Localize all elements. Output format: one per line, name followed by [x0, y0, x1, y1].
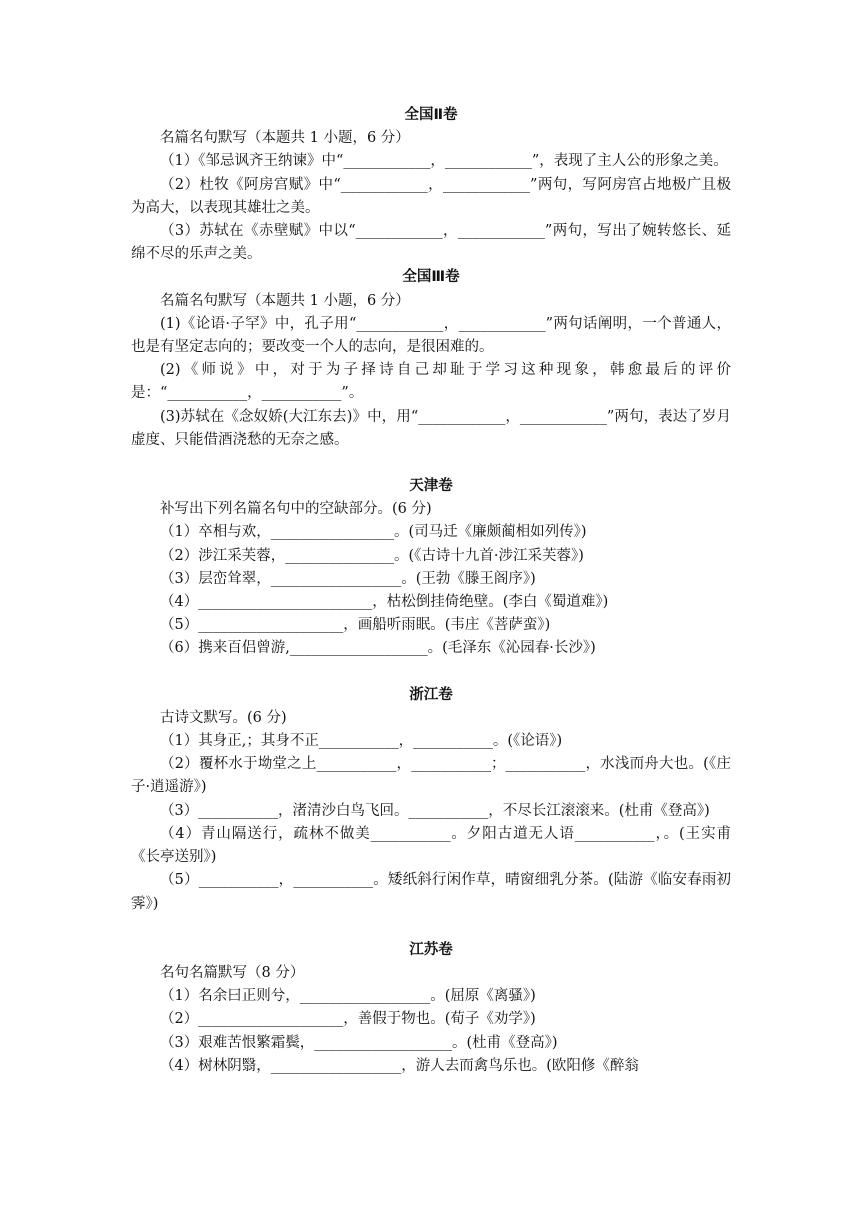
question-item: （2）覆杯水于坳堂之上___________，___________；___________，水浅而舟大也。(《庄子·逍遥游》) — [131, 756, 731, 796]
section-title: 江苏卷 — [409, 941, 453, 958]
question-item: （1）《邹忌讽齐王纳谏》中“____________，____________”，表现了主人公的形象之美。 — [160, 153, 728, 170]
section-heading: 名篇名句默写（本题共 1 小题，6 分） — [160, 130, 410, 147]
question-item: (2)《师说》中，对于为子择诗自己却耻于学习这种现象，韩愈最后的评价是：“___________，___________”。 — [131, 362, 731, 402]
question-item: （6）携来百侣曾游,___________________。(毛泽东《沁园春·长沙》) — [160, 640, 596, 657]
question-item: （4）树林阴翳，__________________，游人去而禽鸟乐也。(欧阳修《醉翁 — [160, 1057, 639, 1074]
section-heading: 古诗文默写。(6 分) — [160, 709, 287, 726]
section-national-3 — [131, 266, 731, 452]
section-heading: 名句名篇默写（8 分） — [160, 964, 305, 981]
question-item: （3）层峦耸翠，__________________。(王勃《滕王阁序》) — [160, 570, 536, 587]
question-item: (1)《论语·子罕》中，孔子用“____________，____________”两句话阐明，一个普通人，也是有坚定志向的；要改变一个人的志向，是很困难的。 — [131, 315, 731, 356]
section-zhejiang — [131, 684, 731, 916]
question-item: （3）___________，渚清沙白鸟飞回。___________，不尽长江滚滚来。(杜甫《登高》) — [160, 802, 710, 819]
question-item: （2）____________________，善假于物也。(荀子《劝学》) — [160, 1011, 536, 1028]
question-item: （5）____________________，画船听雨眠。(韦庄《菩萨蛮》) — [160, 617, 551, 634]
section-jiangsu — [131, 939, 731, 1078]
section-national-2 — [131, 104, 731, 266]
exam-document — [131, 104, 731, 1078]
question-item: （1）名余曰正则兮，__________________。(屈原《离骚》) — [160, 988, 536, 1005]
section-title: 全国Ⅲ卷 — [402, 269, 460, 286]
section-heading: 名篇名句默写（本题共 1 小题，6 分） — [160, 292, 410, 309]
question-item: （2）涉江采芙蓉，_______________。(《古诗十九首·涉江采芙蓉》) — [160, 547, 584, 564]
question-item: （1）卒相与欢，_________________。(司马迁《廉颇蔺相如列传》) — [160, 524, 587, 541]
question-item: （3）苏轼在《赤壁赋》中以“____________，____________”两句，写出了婉转悠长、延绵不尽的乐声之美。 — [131, 223, 731, 263]
section-tianjin — [131, 475, 731, 661]
question-item: （5）___________，___________。矮纸斜行闲作草，晴窗细乳分茶。(陆游《临安春雨初霁》) — [131, 872, 731, 912]
section-title: 全国Ⅱ卷 — [404, 107, 458, 123]
question-item: (3)苏轼在《念奴娇(大江东去)》中，用“____________，____________”两句，表达了岁月虚度、只能借酒浇愁的无奈之感。 — [131, 408, 731, 448]
question-item: （4）青山隔送行，疏林不做美___________。夕阳古道无人语___________，。(王实甫《长亭送别》) — [131, 825, 731, 866]
section-title: 浙江卷 — [409, 686, 453, 703]
question-item: （3）艰难苦恨繁霜鬓，___________________。(杜甫《登高》) — [160, 1034, 558, 1051]
section-heading: 补写出下列名篇名句中的空缺部分。(6 分) — [160, 501, 432, 518]
question-item: （1）其身正,；其身不正___________，___________。(《论语》) — [160, 733, 563, 750]
question-item: （4）________________________，枯松倒挂倚绝壁。(李白《蜀道难》) — [160, 594, 609, 611]
section-title: 天津卷 — [409, 478, 453, 495]
question-item: （2）杜牧《阿房宫赋》中“____________，____________”两句，写阿房宫占地极广且极为高大，以表现其雄壮之美。 — [131, 176, 731, 216]
